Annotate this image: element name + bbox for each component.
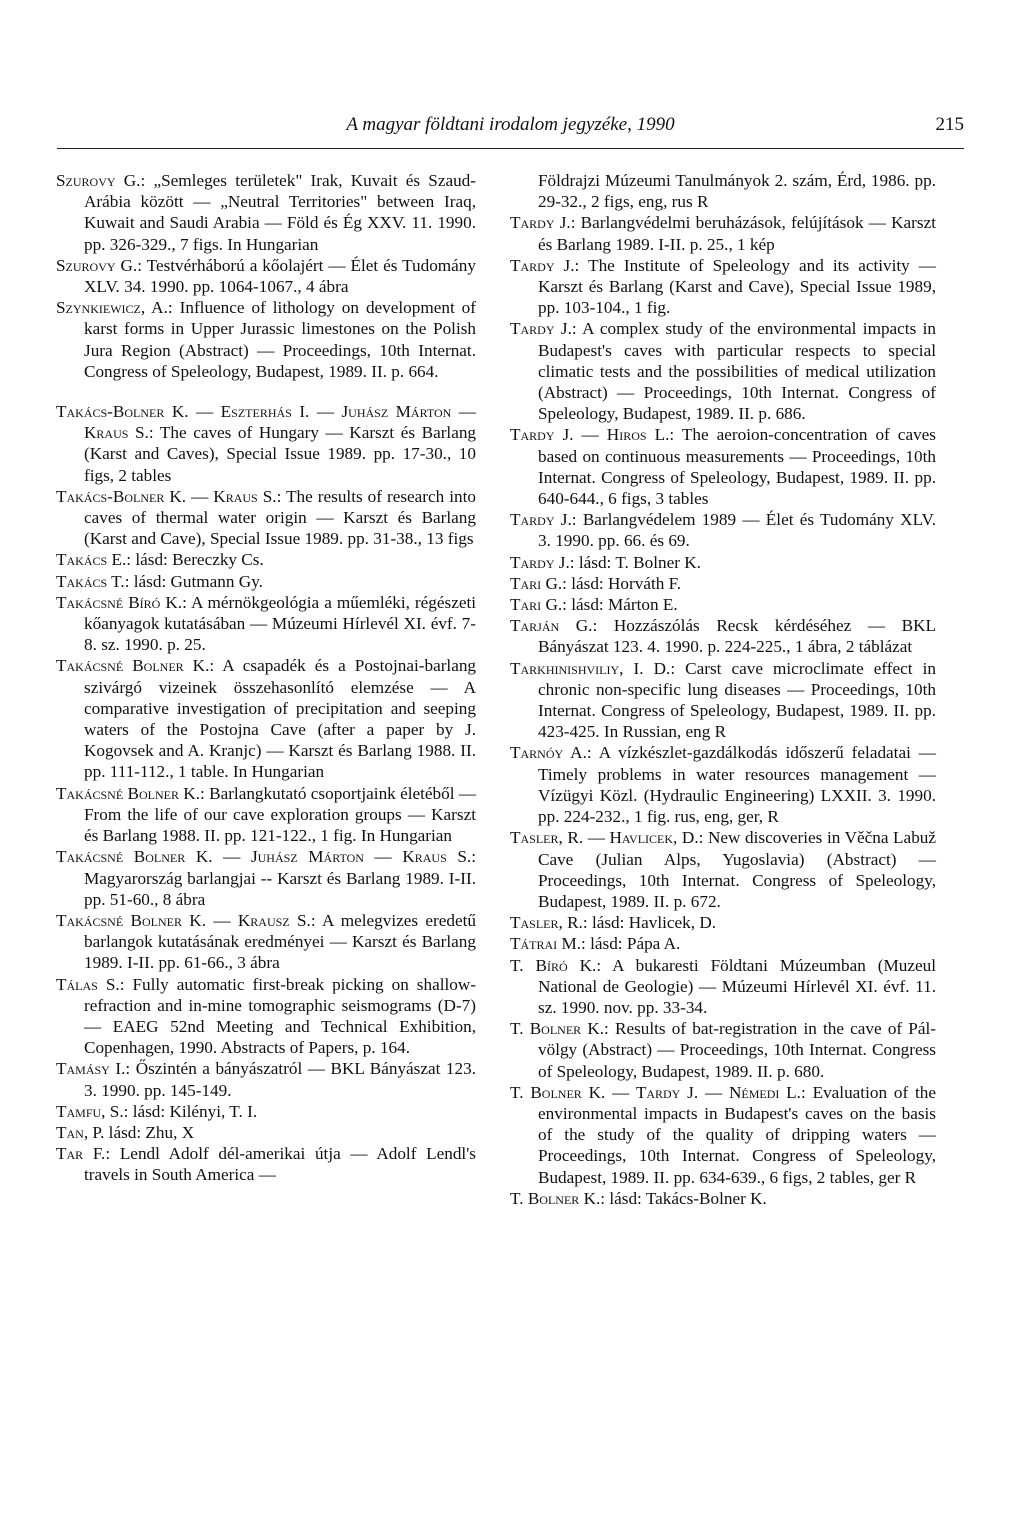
bibliography-entry [56, 592, 476, 656]
entry-author: Takácsné Bolner K. [56, 783, 200, 803]
entry-separator: : [123, 1101, 133, 1121]
bibliography-entry [56, 170, 476, 255]
entry-author: Tasler, R. — Havlicek, D. [510, 828, 699, 848]
entry-text: The aeroion-concentration of caves based on continuous measurements — Proceedings, 10th Internat. Congress of Speleology, Budapest, 1989. II. pp. 640-644., 6 figs, 3 tables [538, 425, 936, 509]
entry-separator: : [571, 510, 583, 530]
entry-separator: : [582, 913, 592, 933]
entry-separator: : [571, 319, 583, 339]
entry-text: A csapadék és a Postojnai-barlang szivárgó vizeinek összehasonlító elemzése — A comparative investigation of precipitation and seeping waters of the Postojna Cave (after a paper by J. Kogovsek and A. Kranjc) — Karszt és Barlang 1988. II. pp. 111-112., 1 table. In Hungarian [84, 656, 477, 782]
bibliography-entry [510, 509, 936, 551]
entry-text: Barlangkutató csoportjaink életéből — From the life of our cave exploration groups — Karszt és Barlang 1988. II. pp. 121-122., 1 fig. In Hungarian [84, 783, 477, 846]
entry-separator: : [276, 486, 287, 506]
entry-author: Szynkiewicz, A. [56, 298, 168, 318]
entry-author: Takács-Bolner K. — Kraus S. [56, 486, 277, 506]
entry-author: Szurovy G. [56, 255, 138, 275]
entry-author: T. Bolner K. [510, 1019, 605, 1039]
entry-text: Földrajzi Múzeumi Tanulmányok 2. szám, Érd, 1986. pp. 29-32., 2 figs, eng, rus R [538, 171, 936, 212]
entry-author: Tátrai M. [510, 934, 582, 954]
entry-separator: : [148, 423, 160, 443]
entry-text: New discoveries in Věčna Labuž Cave (Julian Alps, Yugoslavia) (Abstract) — Proceedings, 10th Internat. Congress of Speleology, Budapest, 1989. II. p. 672. [538, 828, 937, 911]
entry-separator: : [570, 213, 581, 233]
bibliography-entry [56, 974, 476, 1059]
entry-separator: : [562, 595, 572, 615]
entry-separator: : [586, 743, 599, 763]
entry-separator: : [125, 1059, 136, 1079]
entry-separator: : [126, 550, 136, 570]
entry-text: A complex study of the environmental impacts in Budapest's caves with particular respects to special climatic tests and the possibilities of medical utilization (Abstract) — Proceedings, 10th Internat. Congress of Speleology, Budapest, 1989. II. p. 686. [538, 319, 936, 424]
bibliography-entry [56, 910, 476, 974]
bibliography-entry [56, 783, 476, 847]
entry-author: Tari G. [510, 573, 563, 593]
entry-separator: : [167, 298, 180, 318]
entry-separator: : [670, 658, 686, 678]
bibliography-entry [510, 827, 936, 912]
entry-separator: : [604, 1019, 615, 1039]
bibliography-entry [510, 742, 936, 827]
entry-text: lásd: Zhu, X [108, 1122, 195, 1142]
entry-text: Hozzászólás Recsk kérdéséhez — BKL Bányászat 123. 4. 1990. p. 224-225., 1 ábra, 2 táblázat [538, 616, 936, 657]
entry-author: T. Bolner K. [510, 1188, 601, 1208]
entry-separator: : [137, 255, 147, 275]
entry-text: Evaluation of the environmental impacts in Budapest's caves on the basis of the study of the quality of dripping waters — Proceedings, 10th Internat. Congress of Speleology, Budapest, 1989. II. pp. 634-639., 6 figs, 2 tables, ger R [538, 1082, 936, 1187]
left-column [56, 170, 476, 1186]
entry-author: Takács-Bolner K. — Eszterhás I. — Juhász Márton — Kraus S. [56, 402, 476, 443]
entry-separator: : [800, 1082, 813, 1102]
entry-text: A vízkészlet-gazdálkodás időszerű feladatai — Timely problems in water resources management — Vízügyi Közl. (Hydraulic Engineering) LXXII. 3. 1990. pp. 224-232., 1 fig. rus, eng, ger, R [538, 743, 936, 827]
entry-text: lásd: Pápa A. [590, 934, 681, 954]
bibliography-entry [510, 912, 936, 933]
entry-text: Results of bat-registration in the cave of Pál-völgy (Abstract) — Proceedings, 10th Internat. Congress of Speleology, Budapest, 1989. II. p. 680. [538, 1019, 936, 1081]
entry-text: lásd: Gutmann Gy. [133, 571, 263, 591]
entry-author: T. Bolner K. — Tardy J. — Némedi L. [510, 1082, 801, 1102]
entry-text: Őszintén a bányászatról — BKL Bányászat 123. 3. 1990. pp. 145-149. [84, 1059, 476, 1100]
bibliography-entry [510, 955, 936, 1019]
bibliography-entry [56, 297, 476, 382]
entry-text: lásd: Horváth F. [571, 573, 682, 593]
entry-text: lásd: Havlicek, D. [591, 913, 717, 933]
bibliography-entry [510, 658, 936, 743]
entry-text: Barlangvédelmi beruházások, felújítások — Karszt és Barlang 1989. I-II. p. 25., 1 kép [538, 213, 936, 254]
entry-author: Tari G. [510, 595, 563, 615]
entry-separator: : [209, 656, 223, 676]
entry-text: Lendl Adolf dél-amerikai útja — Adolf Lendl's travels in South America — [84, 1144, 476, 1185]
entry-separator: : [105, 1144, 120, 1164]
entry-author: Tan, P. [56, 1122, 105, 1142]
entry-separator: : [124, 571, 134, 591]
entry-separator: : [574, 255, 589, 275]
entry-author: Takácsné Bolner K. — Krausz S. [56, 910, 311, 930]
entry-author: Tardy J. [510, 319, 572, 339]
entry-text: Fully automatic first-break picking on shallow-refraction and in-mine tomographic seismograms (D-7) — EAEG 52nd Meeting and Technical Exhibition, Copenhagen, 1990. Abstracts of Papers, p. 164. [84, 974, 477, 1058]
entry-author: Tálas S. [56, 974, 120, 994]
entry-author: Tardy J. [510, 213, 571, 233]
bibliography-entry [56, 1143, 476, 1185]
bibliography-entry [56, 1058, 476, 1100]
entry-author: Tarján G. [510, 616, 593, 636]
bibliography-entry [510, 318, 936, 424]
entry-text: lásd: Takács-Bolner K. [609, 1188, 767, 1208]
entry-separator: : [182, 592, 191, 612]
entry-separator: : [569, 552, 579, 572]
bibliography-entry [510, 594, 936, 615]
page-number: 215 [935, 114, 964, 135]
entry-text: lásd: Márton E. [571, 595, 678, 615]
bibliography-entry [56, 549, 476, 570]
entry-author: Takácsné Bíró K. [56, 592, 183, 612]
bibliography-entry [56, 255, 476, 297]
entry-separator: : [562, 573, 572, 593]
entry-author: Tardy J. [510, 552, 570, 572]
bibliography-entry [510, 1018, 936, 1082]
entry-author: Tardy J. [510, 255, 575, 275]
bibliography-entry [56, 1122, 476, 1143]
entry-separator: : [600, 1188, 610, 1208]
entry-text: Testvérháború a kőolajért — Élet és Tudomány XLV. 34. 1990. pp. 1064-1067., 4 ábra [84, 255, 476, 297]
bibliography-entry [510, 933, 936, 954]
entry-author: Takács E. [56, 550, 127, 570]
entry-separator: : [592, 616, 614, 636]
entry-author: Tamásy I. [56, 1059, 126, 1079]
bibliography-entry [510, 573, 936, 594]
entry-separator: : [581, 934, 591, 954]
bibliography-entry [56, 401, 476, 486]
right-column [510, 170, 936, 1209]
entry-separator: : [669, 425, 682, 445]
entry-text: Influence of lithology on development of karst forms in Upper Jurassic limestones on the Polish Jura Region (Abstract) — Proceedings, 10th Internat. Congress of Speleology, Budapest, 1989. II. p. 664. [84, 298, 476, 381]
entry-author: T. Bíró K. [510, 955, 597, 975]
bibliography-entry [510, 552, 936, 573]
entry-author: Tamfu, S. [56, 1101, 124, 1121]
entry-text: lásd: T. Bolner K. [578, 552, 701, 572]
entry-separator: : [596, 955, 613, 975]
entry-text: Magyarország barlangjai -- Karszt és Barlang 1989. I-II. pp. 51-60., 8 ábra [84, 868, 476, 909]
bibliography-entry [510, 1188, 936, 1209]
entry-author: Tardy J. — Hiros L. [510, 425, 670, 445]
bibliography-entry [510, 615, 936, 657]
entry-text: The results of research into caves of thermal water origin — Karszt és Barlang (Karst and Cave), Special Issue 1989. pp. 31-38., 13 figs [84, 486, 476, 549]
entry-separator: : [471, 847, 476, 867]
running-title: A magyar földtani irodalom jegyzéke, 1990 [346, 114, 675, 135]
entry-author: Tar F. [56, 1144, 106, 1164]
entry-separator: : [200, 783, 210, 803]
entry-author: Takács T. [56, 571, 125, 591]
entry-text: A mérnökgeológia a műemléki, régészeti kőanyagok kutatásában — Múzeumi Hírlevél XI. évf. 7-8. sz. 1990. p. 25. [84, 592, 476, 655]
entry-text: A bukaresti Földtani Múzeumban (Muzeul National de Geologie) — Múzeumi Hírlevél XI. évf. 11. sz. 1990. nov. pp. 33-34. [538, 955, 937, 1017]
page-header [57, 114, 964, 149]
entry-author: Szurovy G. [56, 171, 141, 190]
entry-text: A melegvizes eredetű barlangok kutatásának eredményei — Karszt és Barlang 1989. I-II. pp. 61-66., 3 ábra [84, 910, 476, 973]
entry-text: lásd: Kilényi, T. I. [132, 1101, 258, 1121]
entry-author: Tarkhinishviliy, I. D. [510, 658, 671, 678]
entry-separator: : [698, 828, 708, 848]
entry-text: The Institute of Speleology and its activity — Karszt és Barlang (Karst and Cave), Special Issue 1989, pp. 103-104., 1 fig. [538, 255, 936, 318]
entry-separator: : [140, 171, 154, 190]
entry-text: Barlangvédelem 1989 — Élet és Tudomány XLV. 3. 1990. pp. 66. és 69. [538, 510, 936, 551]
entry-separator: : [310, 910, 322, 930]
entry-author: Tarnóy A. [510, 743, 587, 763]
entry-text: Carst cave microclimate effect in chronic non-specific lung diseases — Proceedings, 10th Internat. Congress of Speleology, Budapest, 1989. II. pp. 423-425. In Russian, eng R [538, 658, 936, 742]
entry-text: The caves of Hungary — Karszt és Barlang (Karst and Caves), Special Issue 1989. pp. 17-30., 10 figs, 2 tables [84, 423, 477, 485]
entry-text: „Semleges területek" Irak, Kuvait és Szaud-Arábia között — „Neutral Territories" between Iraq, Kuwait and Saudi Arabia — Föld és Ég XXV. 11. 1990. pp. 326-329., 7 figs. In Hungarian [84, 171, 476, 254]
bibliography-entry [56, 846, 476, 910]
entry-author: Tasler, R. [510, 913, 583, 933]
bibliography-entry [56, 655, 476, 782]
entry-separator: : [119, 974, 133, 994]
bibliography-entry [510, 212, 936, 254]
bibliography-entry [510, 255, 936, 319]
bibliography-entry [56, 486, 476, 550]
bibliography-entry [510, 1082, 936, 1188]
entry-author: Takácsné Bolner K. — Juhász Márton — Kraus S. [56, 847, 472, 867]
bibliography-entry [510, 170, 936, 212]
entry-author: Takácsné Bolner K. [56, 656, 210, 676]
entry-text: lásd: Bereczky Cs. [135, 550, 264, 570]
entry-author: Tardy J. [510, 510, 572, 530]
bibliography-entry [510, 424, 936, 509]
bibliography-entry [56, 571, 476, 592]
bibliography-entry [56, 1101, 476, 1122]
